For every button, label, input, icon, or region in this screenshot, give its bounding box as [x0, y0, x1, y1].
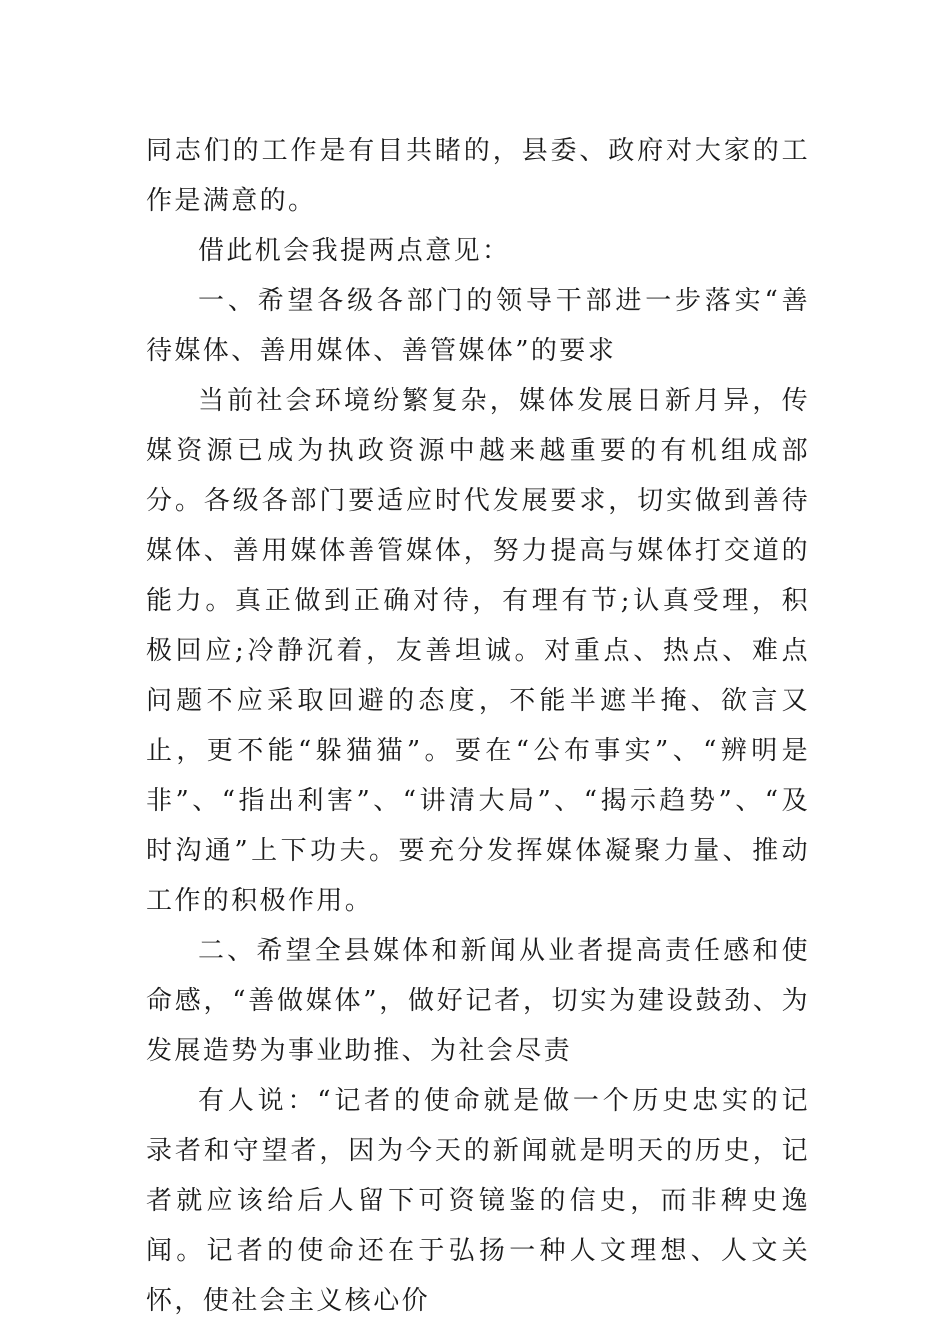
paragraph-point-two-body: 有人说：“记者的使命就是做一个历史忠实的记录者和守望者，因为今天的新闻就是明天的历史，记者就应该给后人留下可资镜鉴的信史，而非稗史逸闻。记者的使命还在于弘扬一种人文理想、人文关怀，使社会主义核心价: [146, 1086, 810, 1316]
heading-point-one: 一、希望各级各部门的领导干部进一步落实“善待媒体、善用媒体、善管媒体”的要求: [146, 286, 810, 366]
heading-point-two: 二、希望全县媒体和新闻从业者提高责任感和使命感，“善做媒体”，做好记者，切实为建设鼓劲、为发展造势为事业助推、为社会尽责: [146, 936, 810, 1066]
paragraph-intro-opinions: 借此机会我提两点意见：: [198, 236, 511, 266]
document-body: [146, 126, 810, 1326]
paragraph-point-one-body: 当前社会环境纷繁复杂，媒体发展日新月异，传媒资源已成为执政资源中越来越重要的有机组成部分。各级各部门要适应时代发展要求，切实做到善待媒体、善用媒体善管媒体，努力提高与媒体打交道的能力。真正做到正确对待，有理有节;认真受理，积极回应;冷静沉着，友善坦诚。对重点、热点、难点问题不应采取回避的态度，不能半遮半掩、欲言又止，更不能“躲猫猫”。要在“公布事实”、“辨明是非”、“指出利害”、“讲清大局”、“揭示趋势”、“及时沟通”上下功夫。要充分发挥媒体凝聚力量、推动工作的积极作用。: [146, 386, 810, 916]
paragraph-continuation: 同志们的工作是有目共睹的，县委、政府对大家的工作是满意的。: [146, 136, 810, 216]
